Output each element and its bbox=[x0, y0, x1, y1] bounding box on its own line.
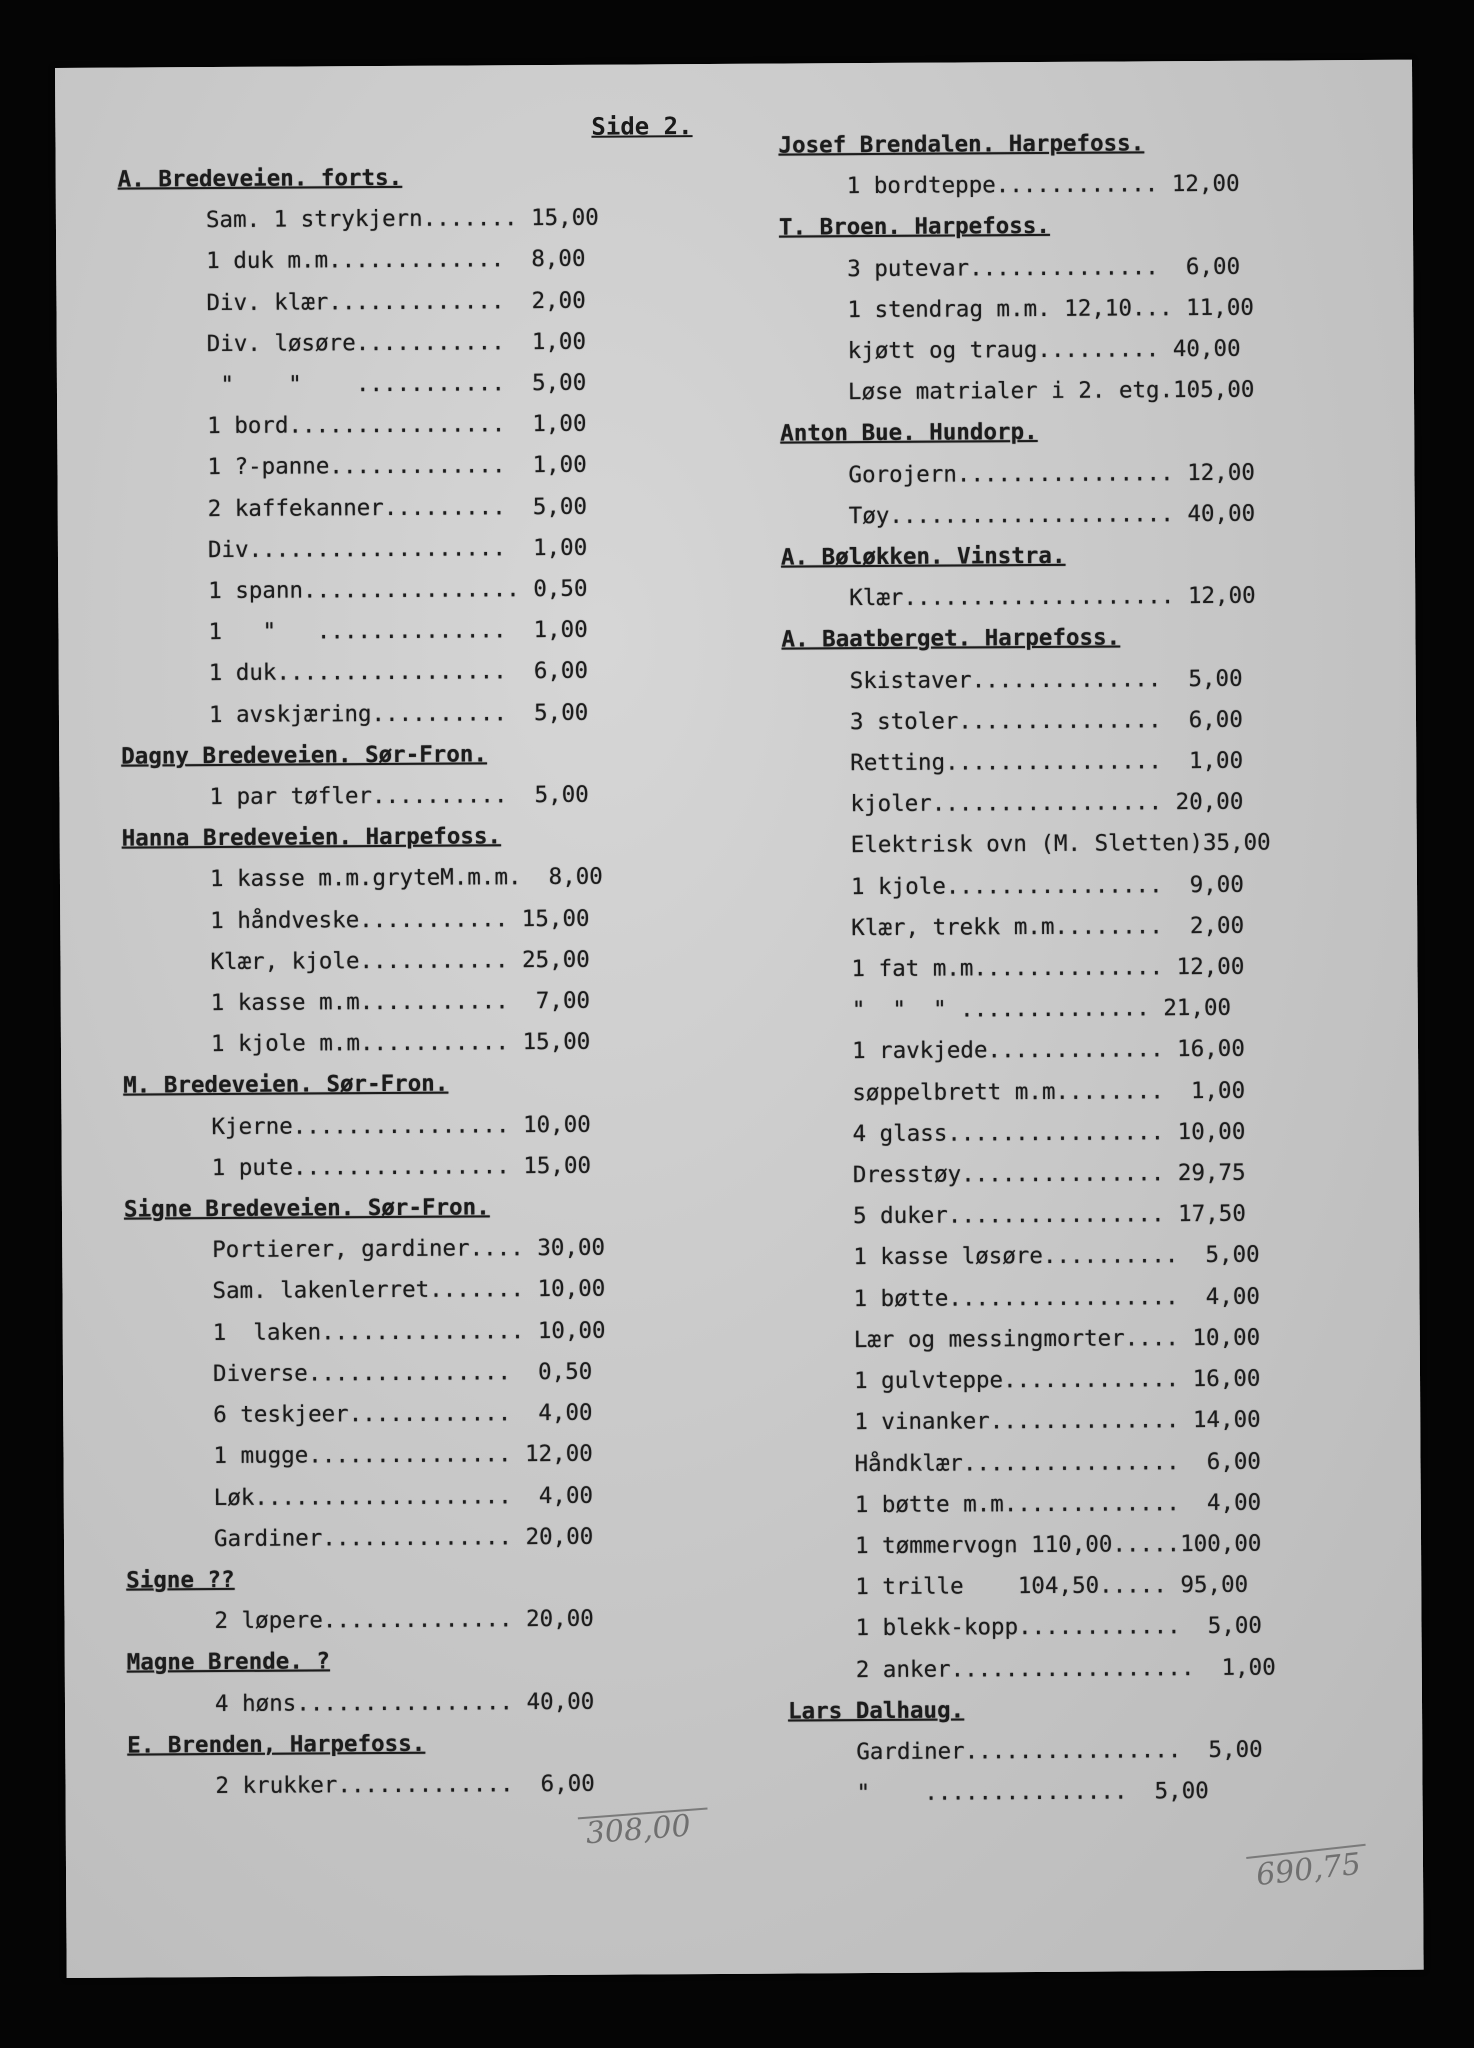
inventory-line: Håndklær................ 6,00 bbox=[854, 1448, 1262, 1477]
inventory-line: 1 stendrag m.m. 12,10... 11,00 bbox=[847, 294, 1254, 323]
inventory-line: Dresstøy............... 29,75 bbox=[852, 1159, 1246, 1189]
inventory-line: 4 høns................ 40,00 bbox=[214, 1688, 595, 1717]
left-column bbox=[118, 156, 758, 1808]
inventory-line: 1 gulvteppe............. 16,00 bbox=[853, 1365, 1261, 1395]
owner-heading: E. Brenden, Harpefoss. bbox=[127, 1730, 426, 1759]
inventory-line: 5 duker................ 17,50 bbox=[852, 1201, 1246, 1230]
inventory-line: 1 duk................. 6,00 bbox=[208, 658, 589, 687]
inventory-line: 1 ?-panne............. 1,00 bbox=[207, 452, 587, 481]
inventory-line: Div. løsøre........... 1,00 bbox=[206, 328, 587, 357]
owner-heading: T. Broen. Harpefoss. bbox=[778, 213, 1051, 241]
owner-heading: Lars Dalhaug. bbox=[787, 1697, 965, 1725]
inventory-line: 1 duk m.m............. 8,00 bbox=[206, 246, 586, 275]
inventory-line: 6 teskjeer............ 4,00 bbox=[213, 1399, 593, 1429]
inventory-line: 1 tømmervogn 110,00.....100,00 bbox=[854, 1530, 1262, 1560]
inventory-line: Diverse............... 0,50 bbox=[212, 1358, 593, 1387]
inventory-line: 1 avskjæring.......... 5,00 bbox=[208, 699, 589, 728]
right-column bbox=[778, 122, 1433, 1815]
inventory-line: " " ........... 5,00 bbox=[206, 369, 587, 399]
inventory-line: Løse matrialer i 2. etg.105,00 bbox=[847, 376, 1255, 406]
inventory-line: Løk................... 4,00 bbox=[213, 1482, 594, 1511]
inventory-line: Div................... 1,00 bbox=[207, 534, 588, 563]
inventory-line: Gardiner................ 5,00 bbox=[856, 1736, 1263, 1766]
inventory-line: søppelbrett m.m........ 1,00 bbox=[852, 1077, 1246, 1106]
inventory-line: 1 kjole................ 9,00 bbox=[850, 871, 1244, 900]
inventory-line: 2 anker.................. 1,00 bbox=[855, 1654, 1276, 1683]
inventory-line: 1 pute................ 15,00 bbox=[211, 1152, 592, 1181]
inventory-line: 1 spann................ 0,50 bbox=[208, 575, 588, 605]
inventory-line: Sam. lakenlerret....... 10,00 bbox=[212, 1276, 606, 1305]
inventory-line: Retting................ 1,00 bbox=[850, 747, 1244, 777]
owner-heading: Signe ?? bbox=[126, 1566, 235, 1594]
inventory-line: 1 ravkjede............. 16,00 bbox=[851, 1036, 1245, 1065]
owner-heading: A. Bøløkken. Vinstra. bbox=[780, 542, 1066, 571]
inventory-line: Portierer, gardiner.... 30,00 bbox=[212, 1234, 606, 1264]
inventory-line: " " " .............. 21,00 bbox=[851, 995, 1232, 1024]
inventory-line: 1 kasse m.m.gryteM.m.m. 8,00 bbox=[209, 864, 603, 893]
inventory-line: 1 bordteppe............ 12,00 bbox=[846, 170, 1240, 200]
inventory-line: kjoler................. 20,00 bbox=[850, 789, 1244, 818]
inventory-line: 2 kaffekanner......... 5,00 bbox=[207, 493, 588, 522]
inventory-line: Sam. 1 strykjern....... 15,00 bbox=[205, 204, 599, 234]
inventory-line: 1 trille 104,50..... 95,00 bbox=[855, 1571, 1249, 1601]
handwritten-total-right: 690,75 bbox=[1254, 1846, 1363, 1894]
inventory-line: 1 håndveske........... 15,00 bbox=[210, 905, 590, 934]
owner-heading: Hanna Bredeveien. Harpefoss. bbox=[121, 823, 502, 852]
inventory-line: 1 kasse m.m........... 7,00 bbox=[210, 987, 591, 1017]
inventory-line: 1 bord................ 1,00 bbox=[207, 410, 587, 440]
owner-heading: Anton Bue. Hundorp. bbox=[780, 419, 1038, 447]
inventory-line: Gorojern................ 12,00 bbox=[848, 459, 1255, 488]
inventory-line: Tøy..................... 40,00 bbox=[848, 500, 1256, 529]
inventory-line: 1 " .............. 1,00 bbox=[208, 616, 588, 646]
inventory-line: 1 bøtte m.m............. 4,00 bbox=[854, 1489, 1262, 1518]
inventory-line: 1 kasse løsøre.......... 5,00 bbox=[853, 1242, 1260, 1271]
inventory-line: Skistaver.............. 5,00 bbox=[849, 665, 1243, 694]
owner-heading: Magne Brende. ? bbox=[126, 1648, 331, 1676]
inventory-line: Kjerne................ 10,00 bbox=[211, 1111, 591, 1140]
document-page bbox=[55, 60, 1424, 1978]
inventory-line: Gardiner.............. 20,00 bbox=[213, 1523, 594, 1552]
inventory-line: 1 mugge............... 12,00 bbox=[213, 1441, 593, 1470]
inventory-line: Klær.................... 12,00 bbox=[849, 582, 1256, 612]
inventory-line: kjøtt og traug......... 40,00 bbox=[847, 335, 1241, 365]
handwritten-total-left: 308,00 bbox=[584, 1808, 692, 1852]
inventory-line: 1 bøtte................. 4,00 bbox=[853, 1283, 1260, 1312]
inventory-line: 2 krukker............. 6,00 bbox=[215, 1770, 595, 1799]
inventory-line: 4 glass................ 10,00 bbox=[852, 1118, 1246, 1148]
inventory-line: 1 kjole m.m........... 15,00 bbox=[210, 1029, 591, 1058]
owner-heading: Signe Bredeveien. Sør-Fron. bbox=[123, 1194, 490, 1223]
inventory-line: Klær, trekk m.m........ 2,00 bbox=[851, 912, 1245, 942]
owner-heading: A. Bredeveien. forts. bbox=[117, 164, 403, 193]
inventory-line: 2 løpere.............. 20,00 bbox=[214, 1605, 594, 1635]
owner-heading: Josef Brendalen. Harpefoss. bbox=[778, 130, 1145, 159]
inventory-line: Lær og messingmorter.... 10,00 bbox=[853, 1324, 1261, 1354]
owner-heading: A. Baatberget. Harpefoss. bbox=[781, 624, 1121, 654]
inventory-line: Klær, kjole........... 25,00 bbox=[210, 946, 590, 975]
inventory-line: 1 fat m.m.............. 12,00 bbox=[851, 953, 1245, 983]
inventory-line: Elektrisk ovn (M. Sletten)35,00 bbox=[850, 830, 1271, 859]
inventory-line: 3 putevar.............. 6,00 bbox=[847, 253, 1241, 282]
owner-heading: M. Bredeveien. Sør-Fron. bbox=[123, 1071, 449, 1100]
inventory-line: " ............... 5,00 bbox=[856, 1778, 1209, 1807]
inventory-line: 1 vinanker.............. 14,00 bbox=[854, 1406, 1261, 1436]
page-title: Side 2. bbox=[591, 112, 693, 141]
inventory-line: Div. klær............. 2,00 bbox=[206, 287, 586, 316]
inventory-line: 1 blekk-kopp............ 5,00 bbox=[855, 1612, 1263, 1642]
inventory-line: 1 par tøfler.......... 5,00 bbox=[209, 781, 589, 811]
inventory-line: 3 stoler............... 6,00 bbox=[849, 706, 1243, 735]
owner-heading: Dagny Bredeveien. Sør-Fron. bbox=[121, 741, 488, 770]
inventory-line: 1 laken............... 10,00 bbox=[212, 1317, 606, 1346]
